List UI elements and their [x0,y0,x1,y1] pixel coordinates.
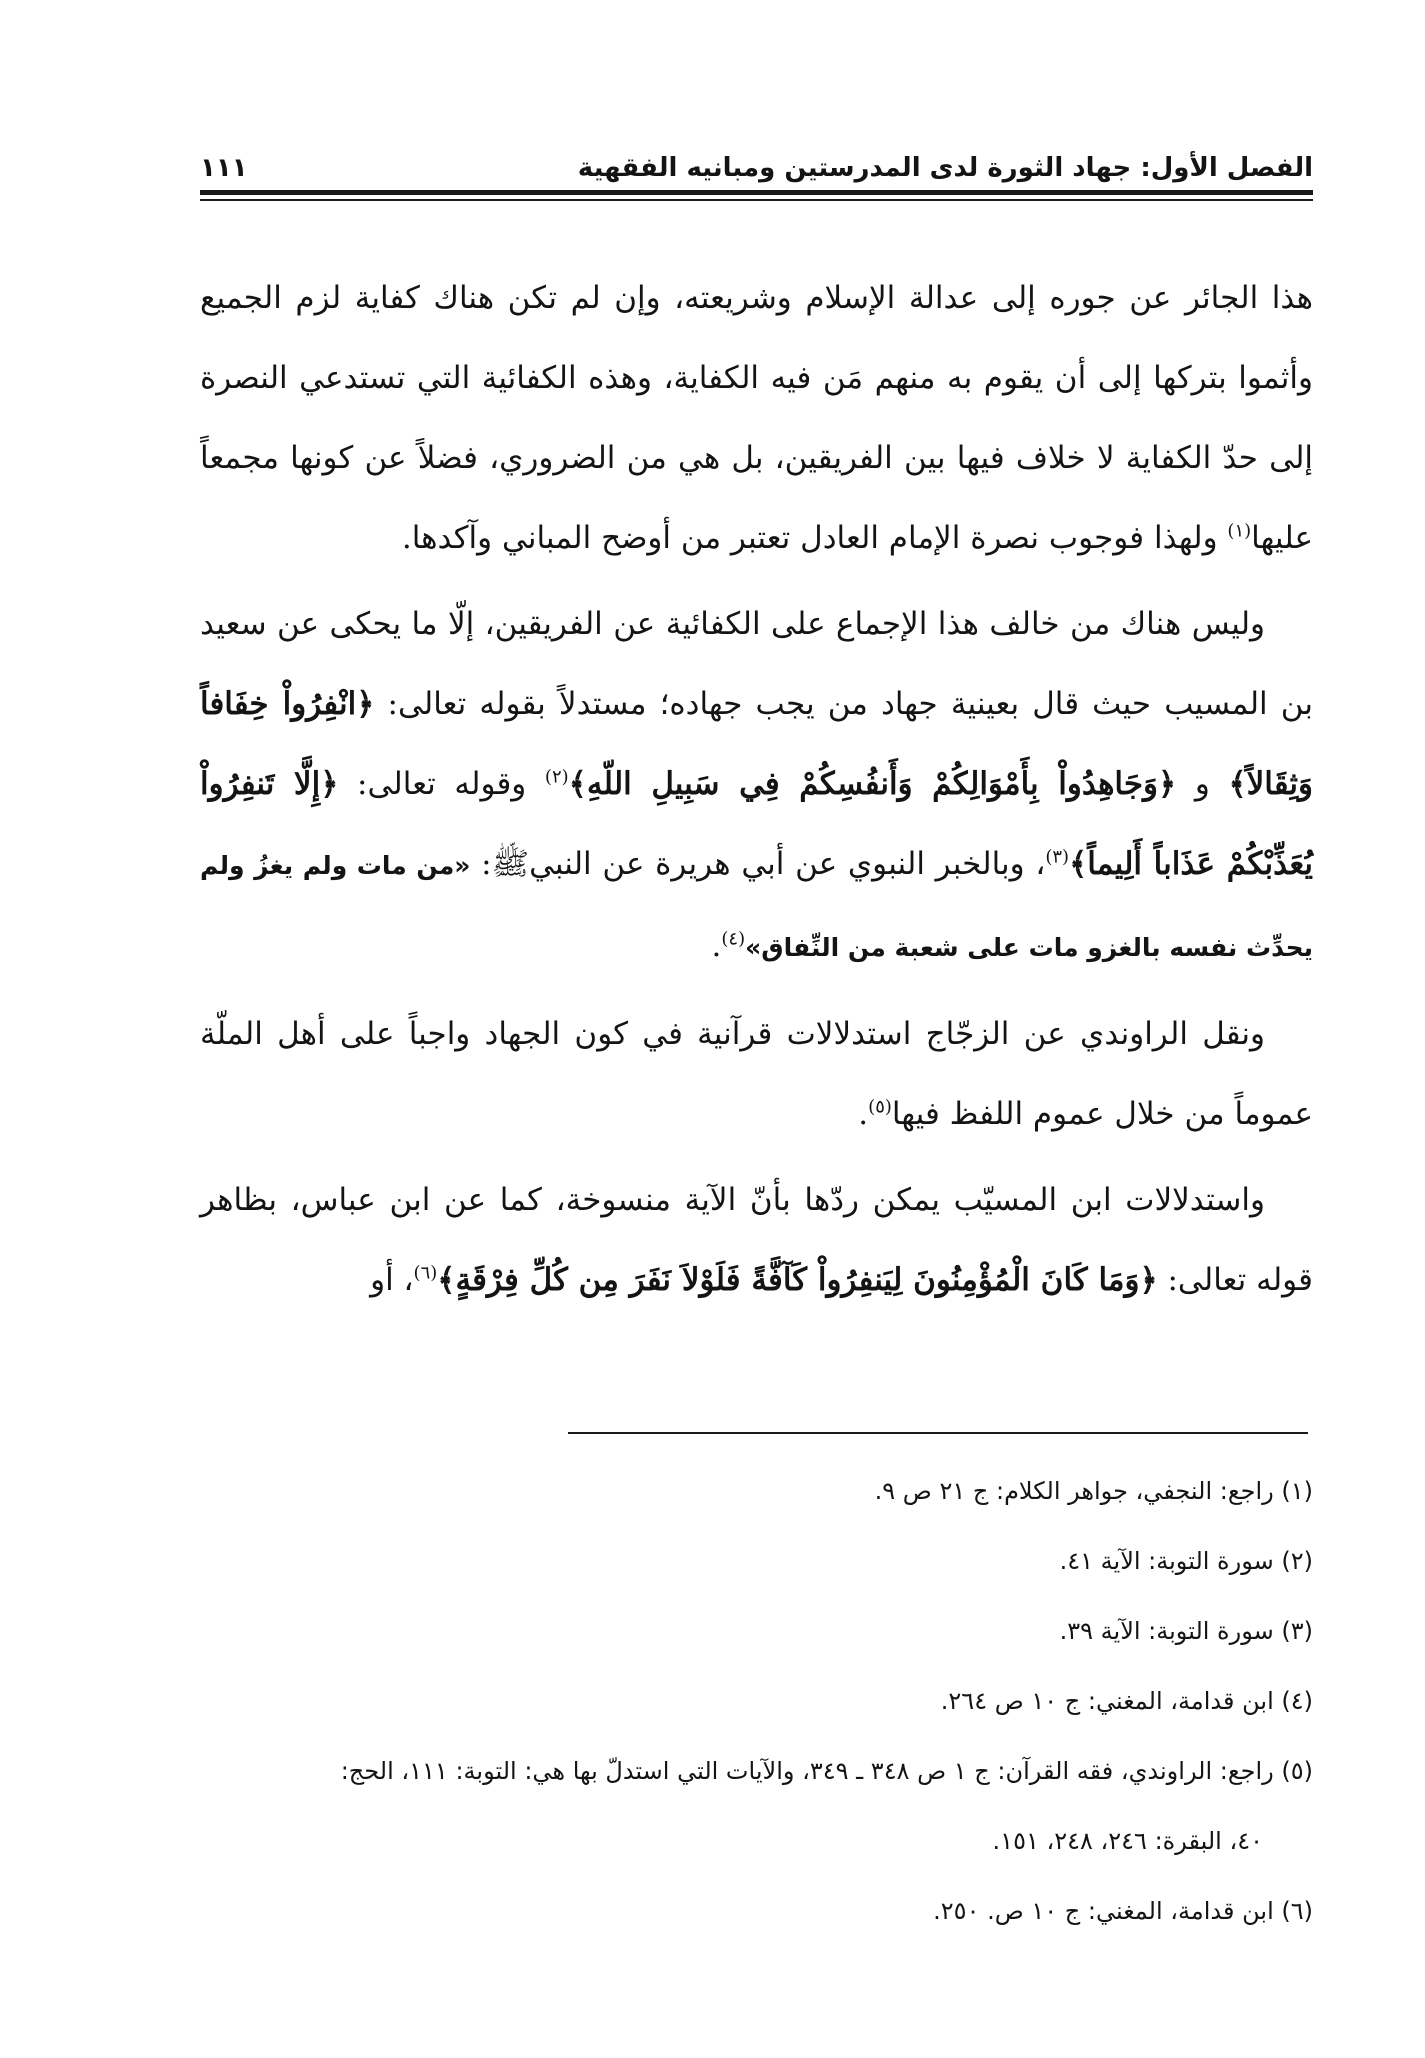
paragraph-text: وليس هناك من خالف هذا الإجماع على الكفائية عن الفريقين، إلّا ما يحكى عن سعيد بن المسيب حيث قال بعينية جهاد من يجب جهاده؛ مستدلاً بقوله تعالى: [200,606,1313,722]
paragraph-text: ولهذا فوجوب نصرة الإمام العادل تعتبر من أوضح المباني وآكدها. [401,520,1228,556]
footnote-3: (٣) سورة التوبة: الآية ٣٩. [1059,1617,1313,1645]
main-text [200,258,1313,1326]
page-number: ١١١ [200,153,248,183]
footnote-ref: (٤) [721,928,746,950]
paragraph-2 [200,584,1313,988]
paragraph-text: واستدلالات ابن المسيّب يمكن ردّها بأنّ الآية منسوخة، كما عن ابن عباس، بظاهر قوله تعالى: [200,1182,1313,1298]
quran-verse: ﴿انْفِرُواْ خِفَافاً وَثِقَالاً﴾ [200,686,1314,802]
footnote-5: (٥) راجع: الراوندي، فقه القرآن: ج ١ ص ٣٤٨ ـ ٣٤٩، والآيات التي استدلّ بها هي: التوبة: ١١١، الحج: [340,1757,1313,1785]
paragraph-1 [200,258,1313,578]
paragraph-text: و [1176,766,1229,802]
hadith-quote: «من مات ولم يغزُ ولم يحدِّث نفسه بالغزو مات على شعبة من النِّفاق» [200,851,1313,962]
quran-verse: ﴿إِلَّا تَنفِرُواْ يُعَذِّبْكُمْ عَذَاباً أَلِيماً﴾ [200,766,1314,882]
paragraph-4 [200,1160,1313,1320]
paragraph-text: . [711,928,722,964]
chapter-title: الفصل الأول: جهاد الثورة لدى المدرستين ومبانيه الفقهية [577,153,1313,183]
quran-verse: ﴿وَمَا كَانَ الْمُؤْمِنُونَ لِيَنفِرُواْ كَآفَّةً فَلَوْلاَ نَفَرَ مِن كُلِّ فِرْقَةٍ﴾ [437,1262,1158,1298]
paragraph-text: ، وبالخبر النبوي عن أبي هريرة عن النبيﷺ: [470,846,1046,882]
quran-verse: ﴿وَجَاهِدُواْ بِأَمْوَالِكُمْ وَأَنفُسِكُمْ فِي سَبِيلِ اللّهِ﴾ [568,766,1177,802]
footnote-ref: (٣) [1045,846,1070,868]
footnote-6: (٦) ابن قدامة، المغني: ج ١٠ ص. ٢٥٠. [933,1897,1313,1925]
footnote-1: (١) راجع: النجفي، جواهر الكلام: ج ٢١ ص ٩. [874,1477,1313,1505]
paragraph-text: هذا الجائر عن جوره إلى عدالة الإسلام وشريعته، وإن لم تكن هناك كفاية لزم الجميع وأثموا بتركها إلى أن يقوم به منهم مَن فيه الكفاية، وهذه الكفائية التي تستدعي النصرة إلى حدّ الكفاية لا خلاف فيها بين الفريقين، بل هي من الضروري، فضلاً عن كونها مجمعاً عليها [200,280,1313,556]
footnotes [200,1456,1313,1946]
footnote-ref: (٥) [868,1096,892,1118]
footnote-4: (٤) ابن قدامة، المغني: ج ١٠ ص ٢٦٤. [940,1687,1313,1715]
footnote-ref: (٦) [413,1262,438,1284]
footnote-ref: (٢) [544,766,569,788]
header-rule-thick [200,190,1313,195]
paragraph-3 [200,994,1313,1154]
footnote-5-continued: ٤٠، البقرة: ٢٤٦، ٢٤٨، ١٥١. [992,1827,1263,1855]
running-header [200,128,1313,188]
footnote-2: (٢) سورة التوبة: الآية ٤١. [1059,1547,1313,1575]
footnote-ref: (١) [1227,520,1252,542]
paragraph-text: وقوله تعالى: [338,766,545,802]
paragraph-text: ، أو [370,1262,414,1298]
footnote-separator [568,1432,1308,1434]
header-rule-thin [200,199,1313,201]
paragraph-text: . [858,1096,869,1132]
paragraph-text: ونقل الراوندي عن الزجّاج استدلالات قرآنية في كون الجهاد واجباً على أهل الملّة عموماً من خلال عموم اللفظ فيها [200,1016,1313,1132]
